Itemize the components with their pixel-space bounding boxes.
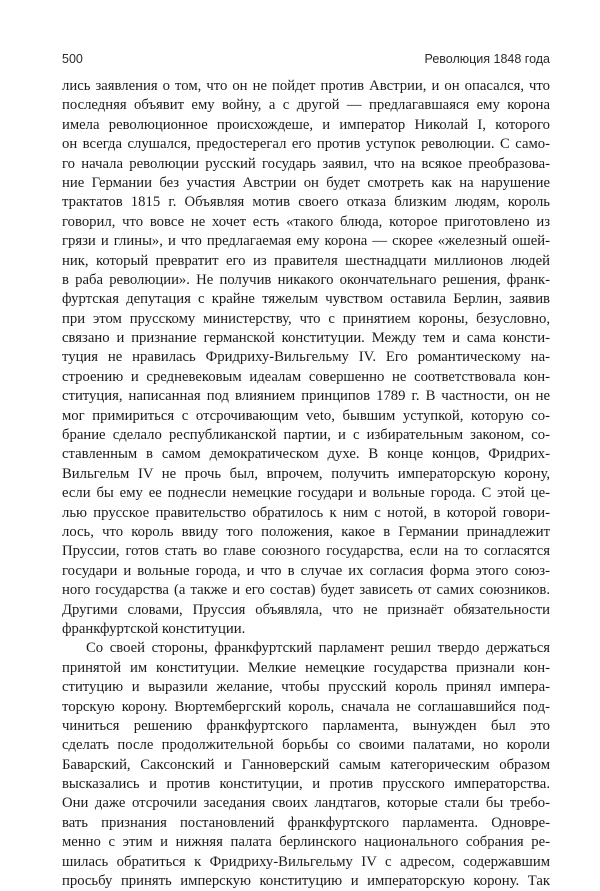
- text-line: говорил, что вовсе не хочет есть «такого блюда, которое приготовлено из: [62, 213, 550, 230]
- text-line: лью прусское правительство обратилось к ним с нотой, в которой говори-: [62, 504, 550, 521]
- text-line: при этом прусскому министерству, что с принятием короны, безусловно,: [62, 310, 550, 327]
- text-line: ник, который превратит его из правителя шестнадцати миллионов людей: [62, 252, 550, 269]
- text-line: сделать после продолжительной борьбы со своими палатами, но короли: [62, 737, 550, 754]
- text-line: Они даже отсрочили заседания своих ландтагов, которые стали бы требо-: [62, 795, 550, 812]
- text-line: чиниться решению франкфуртского парламента, вынужден был это: [62, 717, 550, 734]
- text-line: фуртская депутация с крайне тяжелым чувством оставила Берлин, заявив: [62, 291, 550, 308]
- page-number: 500: [62, 52, 83, 66]
- text-line: ституция, написанная под влиянием принципов 1789 г. В частности, он не: [62, 388, 550, 405]
- text-line: Другими словами, Пруссия объявляла, что не признаёт обязательности: [62, 601, 550, 618]
- text-line: последняя объявит ему войну, а с другой — предлагавшаяся ему корона: [62, 97, 550, 114]
- text-line: Вильгельм IV не прочь был, впрочем, получить императорскую корону,: [62, 465, 550, 482]
- text-line: менно с этим и нижняя палата берлинского национального собрания ре-: [62, 834, 550, 851]
- text-line: имела революционное происхождеше, и император Николай I, которого: [62, 116, 550, 133]
- text-line: Пруссии, готов стать во главе союзного государства, если на то согласятся: [62, 543, 550, 560]
- running-title: Революция 1848 года: [424, 52, 550, 66]
- paragraph: [62, 77, 550, 639]
- body-text: [62, 77, 550, 891]
- text-line: лись заявления о том, что он не пойдет против Австрии, и он опасался, что: [62, 78, 550, 94]
- text-line: если бы ему ее поднесли немецкие государи и вольные города. С этой це-: [62, 485, 550, 502]
- text-line: в раба революции». Не получив никакого окончательнаго решения, франк-: [62, 271, 550, 288]
- text-line: лось, что король ввиду того положения, какое в Германии принадлежит: [62, 523, 550, 540]
- text-line: просьбу принять имперскую конституцию и императорскую корону. Так: [62, 873, 550, 890]
- text-line: го начала революции русский государь заявил, что на всякое преобразова-: [62, 155, 550, 172]
- text-line: ного государства (а также и его состав) будет зависеть от самих союзников.: [62, 582, 550, 599]
- text-line: государи и вольные города, и что в случае их согласия форма этого союз-: [62, 562, 550, 579]
- text-line: ставленным в самом демократическом духе. В конце концов, Фридрих-: [62, 446, 550, 463]
- text-line: трактатов 1815 г. Объявляя мотив своего отказа близким людям, король: [62, 194, 550, 211]
- paragraph: [62, 639, 550, 891]
- text-line: ние Германии без участия Австрии он будет смотреть как на нарушение: [62, 174, 550, 191]
- text-line: ституцию и выразили желание, чтобы прусский король принял импера-: [62, 679, 550, 696]
- text-line: мог примириться с отсрочивающим veto, бывшим уступкой, которую со-: [62, 407, 550, 424]
- text-line: франкфуртской конституции.: [62, 620, 246, 637]
- text-line: принятой им конституции. Мелкие немецкие государства признали кон-: [62, 659, 550, 676]
- text-line: шилась обратиться к Фридриху-Вильгельму IV с адресом, содержавшим: [62, 853, 550, 870]
- text-line: торскую корону. Вюртембергский король, сначала не соглашавшийся под-: [62, 698, 550, 715]
- text-line: связано и признание германской конституции. Между тем и сама консти-: [62, 330, 550, 347]
- text-line: туция не нравилась Фридриху-Вильгельму IV. Его романтическому на-: [62, 349, 550, 366]
- text-line: Со своей стороны, франкфуртский парламент решил твердо держаться: [86, 640, 550, 657]
- running-header: [62, 52, 550, 68]
- text-line: строению и средневековым идеалам совершенно не соответствовала кон-: [62, 368, 550, 385]
- text-line: брание сделало республиканской партии, и с избирательным законом, со-: [62, 427, 550, 444]
- text-line: Баварский, Саксонский и Ганноверский самым категорическим образом: [62, 756, 550, 773]
- text-line: грязи и глины», и что предлагаемая ему корона — скорее «железный ошей-: [62, 233, 550, 250]
- text-line: высказались и против конституции, и против прусского императорства.: [62, 776, 550, 793]
- text-line: вать признания постановлений франкфуртского парламента. Одновре-: [62, 814, 550, 831]
- text-line: он всегда слушался, предостерегал его против уступок революции. С само-: [62, 136, 550, 153]
